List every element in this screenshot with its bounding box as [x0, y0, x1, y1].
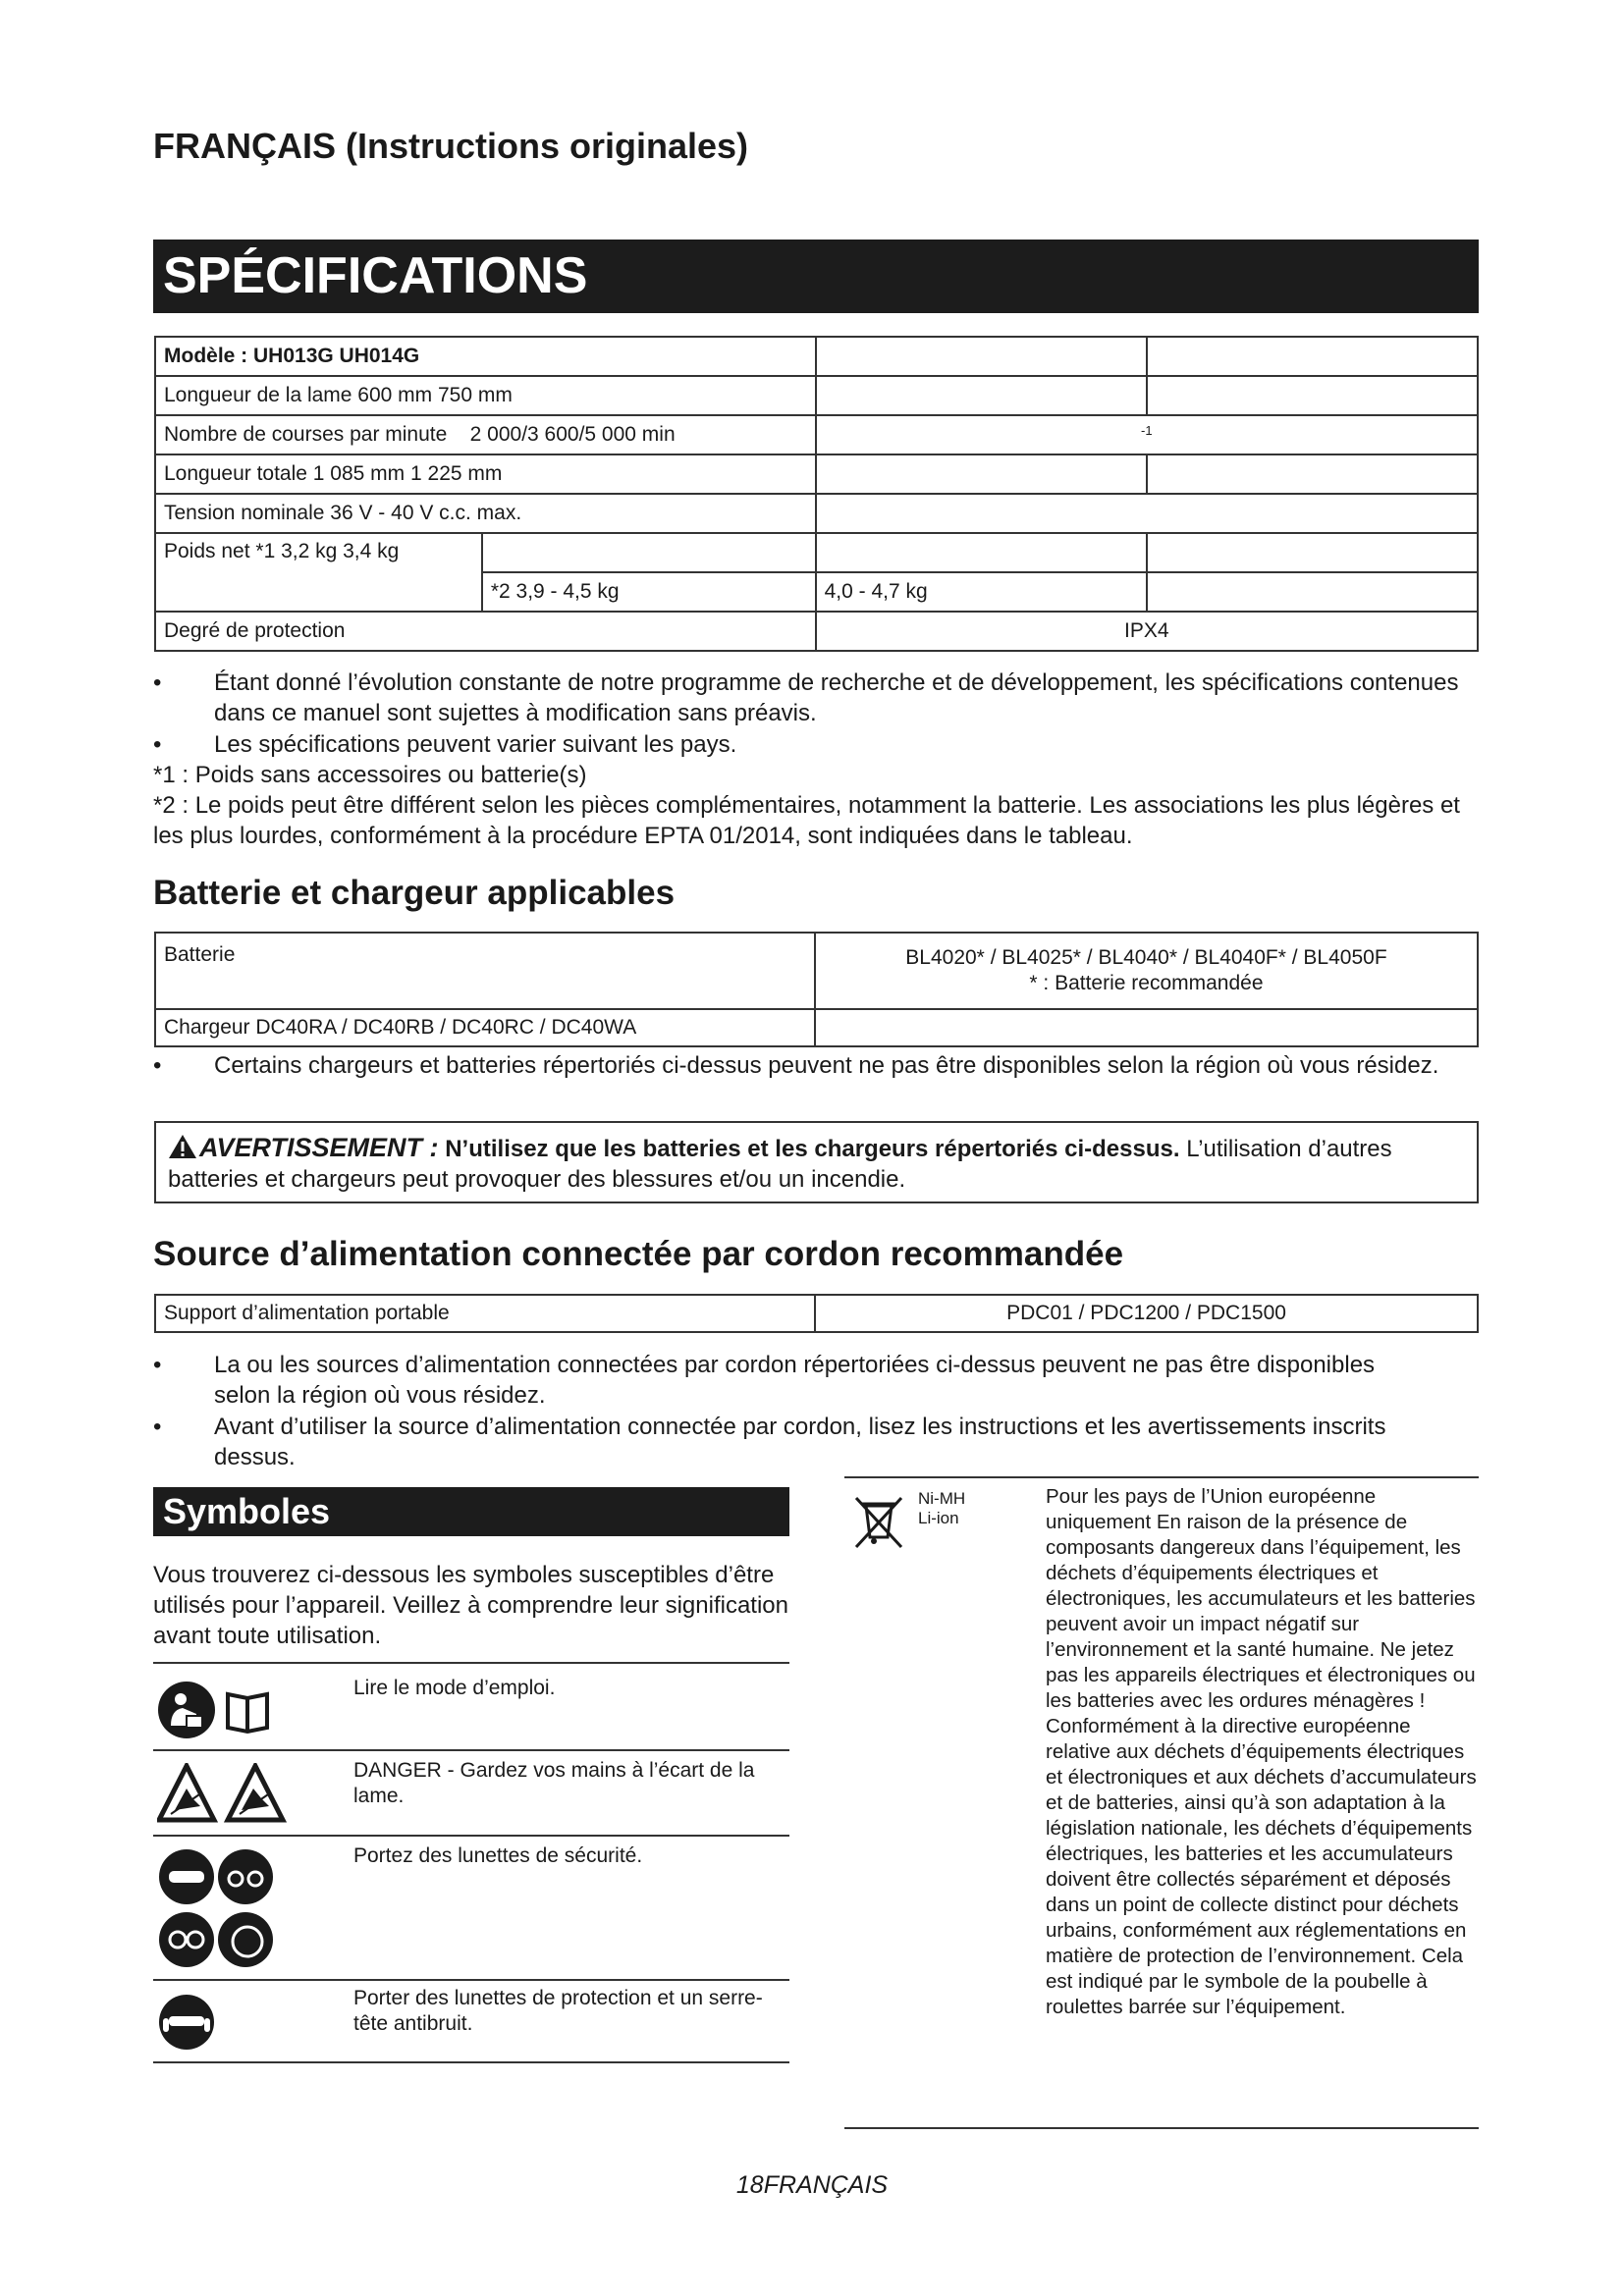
table-row	[155, 376, 1478, 415]
battery-bullet: Certains chargeurs et batteries répertoriés ci-dessus peuvent ne pas être disponibles selon la région où vous résidez.	[214, 1052, 1439, 1079]
strokes-unit-superscript: -1	[1141, 423, 1153, 438]
blade-length-cell: Longueur de la lame 600 mm 750 mm	[155, 376, 816, 415]
list-item: • La ou les sources d’alimentation connectées par cordon répertoriées ci-dessus peuvent ne pas être disponibles selon la région où vous résidez.	[153, 1350, 1479, 1411]
warning-label: AVERTISSEMENT :	[199, 1133, 439, 1162]
protection-label-cell: Degré de protection	[155, 612, 816, 651]
power-source-heading: Source d’alimentation connectée par cordon recommandée	[153, 1235, 1124, 1273]
divider	[844, 2127, 1479, 2129]
divider	[153, 1662, 789, 1664]
crossed-bin-icon	[850, 1492, 907, 1553]
footnote-1: *1 : Poids sans accessoires ou batterie(s)	[153, 762, 587, 788]
warning-box	[154, 1121, 1479, 1203]
spec-bullet-2: Les spécifications peuvent varier suivant les pays.	[214, 731, 737, 758]
battery-label-cell: Batterie	[155, 933, 815, 1009]
table-row	[155, 494, 1478, 533]
symbols-intro: Vous trouverez ci-dessous les symboles susceptibles d’être utilisés pour l’appareil. Veillez à comprendre leur signification avant toute utilisation.	[153, 1562, 789, 1649]
divider	[153, 2061, 789, 2063]
table-row	[155, 415, 1478, 454]
symbol-danger-text: DANGER - Gardez vos mains à l’écart de la lame.	[353, 1759, 755, 1807]
danger-blade-hands-icon	[157, 1763, 304, 1824]
list-item: • Étant donné l’évolution constante de notre programme de recherche et de développement, les spécifications contenues dans ce manuel sont sujettes à modification sans préavis.	[153, 667, 1479, 728]
divider	[153, 1979, 789, 1981]
weee-text: Pour les pays de l’Union européenne uniquement En raison de la présence de composants dangereux dans l’équipement, les déchets d’équipements électriques et électroniques, les accumulateurs et les batteries peuvent avoir un impact négatif sur l’environnement et la santé humaine. Ne jetez pas les appareils électriques et électroniques ou les batteries avec les ordures ménagères ! Conformément à la directive européenne relative aux déchets d’équipements électriques et électroniques et aux déchets d’accumulateurs et de batteries, ainsi qu’à son adaptation à la législation nationale, les déchets d’équipements électriques, les batteries et les accumulateurs doivent être collectés séparément et déposés dans un point de collecte distinct pour déchets urbains, conformément aux réglementations en matière de protection de l’environnement. Cela est indiqué par le symbole de la poubelle à roulettes barrée sur l’équipement.	[1046, 1485, 1477, 2018]
protection-value-cell: IPX4	[816, 612, 1478, 651]
table-row	[155, 337, 1478, 376]
weight-2-cell-a: *2 3,9 - 4,5 kg	[482, 572, 816, 612]
spec-bullet-1: Étant donné l’évolution constante de notre programme de recherche et de développement, les spécifications contenues dans ce manuel sont sujettes à modification sans préavis.	[214, 669, 1459, 726]
battery-recommended-note: * : Batterie recommandée	[1029, 972, 1264, 994]
page-title: FRANÇAIS (Instructions originales)	[153, 126, 749, 166]
safety-glasses-icon	[157, 1847, 304, 1971]
specifications-banner: SPÉCIFICATIONS	[153, 240, 1479, 313]
divider	[844, 1476, 1479, 1478]
symbol-read-manual-text: Lire le mode d’emploi.	[353, 1677, 556, 1699]
battery-heading: Batterie et chargeur applicables	[153, 874, 676, 912]
net-weight-cell: Poids net *1 3,2 kg 3,4 kg	[155, 533, 482, 612]
power-label-cell: Support d’alimentation portable	[155, 1295, 815, 1332]
list-item: • Avant d’utiliser la source d’alimentation connectée par cordon, lisez les instructions et les avertissements inscrits dessus.	[153, 1412, 1479, 1472]
read-manual-icon	[157, 1681, 304, 1739]
specifications-table	[154, 336, 1479, 652]
power-value-cell: PDC01 / PDC1200 / PDC1500	[815, 1295, 1478, 1332]
power-bullet-1: La ou les sources d’alimentation connectées par cordon répertoriées ci-dessus peuvent ne pas être disponibles selon la région où vous résidez.	[214, 1352, 1376, 1409]
eye-ear-protection-icon	[157, 1993, 226, 2052]
divider	[153, 1835, 789, 1837]
power-source-table	[154, 1294, 1479, 1333]
overall-length-cell: Longueur totale 1 085 mm 1 225 mm	[155, 454, 816, 494]
warning-text: L’utilisation d’autres batteries et chargeurs peut provoquer des blessures et/ou un incendie.	[168, 1136, 1392, 1193]
symbol-safety-glasses-text: Portez des lunettes de sécurité.	[353, 1844, 643, 1867]
symbols-banner: Symboles	[153, 1487, 789, 1536]
li-ion-label: Li-ion	[918, 1509, 959, 1527]
battery-models: BL4020* / BL4025* / BL4040* / BL4040F* / BL4050F	[905, 946, 1387, 969]
footnote-2: *2 : Le poids peut être différent selon les pièces complémentaires, notamment la batterie. Les associations les plus légères et les plus lourdes, conformément à la procédure EPTA 01/2014, sont indiquées dans le tableau.	[153, 792, 1460, 849]
list-item: • Certains chargeurs et batteries répertoriés ci-dessus peuvent ne pas être disponibles selon la région où vous résidez.	[153, 1050, 1479, 1111]
charger-cell: Chargeur DC40RA / DC40RB / DC40RC / DC40WA	[155, 1009, 815, 1046]
table-row	[155, 1009, 1478, 1046]
battery-table	[154, 932, 1479, 1047]
power-bullet-2: Avant d’utiliser la source d’alimentation connectée par cordon, lisez les instructions et les avertissements inscrits dessus.	[214, 1414, 1386, 1470]
ni-mh-label: Ni-MH	[918, 1489, 966, 1508]
table-row	[155, 454, 1478, 494]
table-row	[155, 1295, 1478, 1332]
divider	[153, 1749, 789, 1751]
symbol-eye-ear-protection-text: Porter des lunettes de protection et un serre-tête antibruit.	[353, 1987, 763, 2035]
weight-2-cell-b: 4,0 - 4,7 kg	[816, 572, 1147, 612]
page-footer: 18FRANÇAIS	[735, 2171, 889, 2199]
warning-triangle-icon	[168, 1134, 197, 1159]
table-row	[155, 612, 1478, 651]
warning-bold-text: N’utilisez que les batteries et les chargeurs répertoriés ci-dessus.	[445, 1136, 1180, 1162]
model-cell: Modèle : UH013G UH014G	[155, 337, 816, 376]
table-row	[155, 533, 1478, 572]
voltage-cell: Tension nominale 36 V - 40 V c.c. max.	[155, 494, 816, 533]
table-row	[155, 933, 1478, 1009]
list-item: • Les spécifications peuvent varier suivant les pays.	[153, 729, 1479, 760]
strokes-cell: Nombre de courses par minute 2 000/3 600/5 000 min	[155, 415, 816, 454]
